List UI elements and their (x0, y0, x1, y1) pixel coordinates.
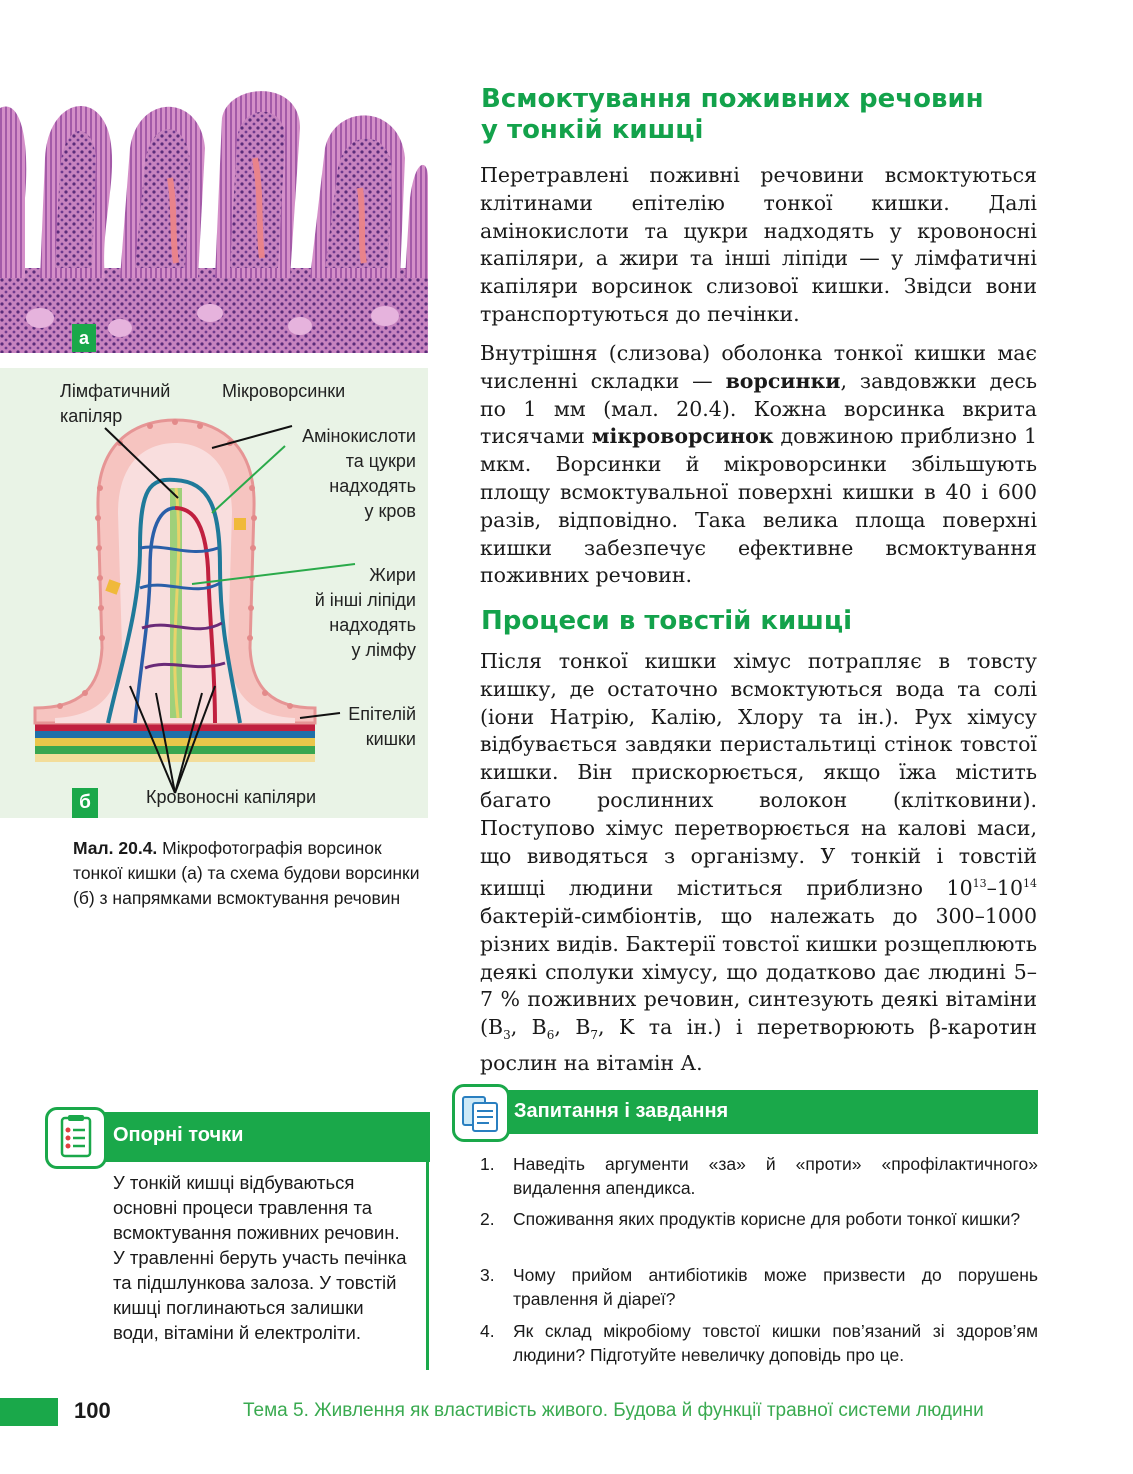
footer-topic: Тема 5. Живлення як властивість живого. Будова й функції травної системи людини (243, 1400, 984, 1421)
checklist-icon (45, 1107, 107, 1169)
question-item (480, 1152, 1040, 1202)
section2-title: Процеси в товстій кишці (481, 606, 853, 636)
question-number: 2. (480, 1209, 495, 1229)
s2-sub-3: 7 (590, 1028, 599, 1043)
question-text: Наведіть аргументи «за» й «проти» «профілактичного» видалення апендикса. (513, 1154, 1038, 1198)
s2-text-f: , K та ін.) і перетворюють β-каротин рослин на вітамін А. (480, 1015, 1037, 1076)
micrograph-image (0, 78, 428, 353)
label-amino-4: у кров (364, 501, 416, 521)
label-fats-3: надходять (329, 615, 416, 635)
diagram-label-b: б (72, 788, 98, 818)
label-epithelium-1: Епітелій (348, 704, 416, 724)
label-lymph-capillary-1: Лімфатичний (60, 381, 171, 401)
caption-text: Мікрофотографія ворсинок тонкої кишки (а) та схема будови ворсинки (б) з напрямками всмоктування речовин (73, 838, 420, 908)
question-text: Споживання яких продуктів корисне для роботи тонкої кишки? (513, 1209, 1021, 1229)
question-item (480, 1263, 1040, 1313)
s2-text-e: , B (554, 1015, 591, 1040)
question-text: Чому прийом антибіотиків може призвести до порушень травлення й діареї? (513, 1265, 1038, 1309)
support-side-rule (426, 1162, 429, 1370)
s2-text-a: Після тонкої кишки хімус потрапляє в товсту кишку, де остаточно всмоктуються вода та солі (іони Натрію, Калію, Хлору та ін.). Рух хімусу відбувається завдяки перистальтиці стінок товстої кишки. Він прискорюється, якщо їжа містить багато рослинних волокон (клітковини). Поступово хімус перетворюється на калові маси, що виводяться з організму. У тонкій і товстій кишці людини міститься приблизно 10 (480, 649, 1037, 901)
question-number: 1. (480, 1154, 495, 1174)
label-fats-2: й інші ліпіди (314, 590, 416, 610)
documents-icon (452, 1084, 510, 1142)
page-number: 100 (74, 1398, 111, 1423)
s2-sub-2: 6 (546, 1028, 555, 1043)
label-fats-4: у лімфу (351, 640, 416, 660)
caption-number: Мал. 20.4. (73, 838, 158, 858)
support-title: Опорні точки (113, 1124, 244, 1146)
question-item (480, 1319, 1040, 1369)
s2-sup-2: 14 (1023, 877, 1037, 891)
p2-text-c: , завдовжки десь по 1 мм (мал. 20.4). Кожна ворсинка вкрита тисячами (480, 368, 1038, 449)
footer-green-tab (0, 1398, 58, 1426)
s2-sup-1: 13 (972, 877, 987, 891)
p2-term-villi: ворсинки (725, 368, 841, 393)
section2-paragraph (480, 648, 1037, 1078)
label-amino-3: надходять (329, 476, 416, 496)
support-text: У тонкій кишці відбуваються основні процеси травлення та всмоктування поживних речовин. У травленні беруть участь печінка та підшлункова залоза. У товстій кишці поглинаються залишки води, вітаміни й електроліти. (113, 1172, 407, 1343)
label-lymph-capillary-2: капіляр (60, 406, 123, 426)
question-text: Як склад мікробіому товстої кишки пов’язаний зі здоров’ям людини? Підготуйте невеличку доповідь про це. (513, 1321, 1038, 1365)
villus-diagram (0, 368, 428, 818)
question-number: 4. (480, 1321, 495, 1341)
s2-text-b: –10 (986, 876, 1023, 901)
label-blood-capillaries: Кровоносні капіляри (146, 787, 317, 807)
s2-sub-1: 3 (503, 1028, 511, 1043)
section1-paragraph1: Перетравлені поживні речовини всмоктуються клітинами епітелію тонкої кишки. Далі амінокислоти та цукри надходять у кровоносні капіляри, а жири та інші ліпіди — у лімфатичні капіляри ворсинок слизової кишки. Звідси вони транспортуються до печінки. (480, 163, 1037, 326)
label-amino-1: Амінокислоти (302, 426, 416, 446)
p2-text-a: Внутрішня (слизова) оболонка тонкої кишки має численні складки — (480, 341, 1037, 393)
label-amino-2: та цукри (345, 451, 416, 471)
section1-title-line1: Всмоктування поживних речовин (481, 84, 984, 114)
label-fats-1: Жири (369, 565, 416, 585)
p2-text-d: довжиною приблизно 1 мкм. Ворсинки й мікроворсинки збільшують площу всмоктувальної поверхні кишки в 40 і 600 разів, відповідно. Така велика площа поверхні кишки забезпечує ефективне всмоктування поживних речовин. (480, 424, 1037, 588)
label-epithelium-2: кишки (365, 729, 416, 749)
p2-term-microvilli: мікроворсинок (591, 424, 774, 449)
questions-title: Запитання і завдання (514, 1100, 729, 1122)
section1-paragraph2 (480, 340, 1037, 590)
s2-text-c: бактерій-симбіонтів, що належать до 300–1000 різних видів. Бактерії товстої кишки розщеплюють деякі сполуки хімусу, що додатково дає людині 5–7 % поживних речовин, синтезують деякі вітаміни (B (480, 904, 1037, 1040)
question-item (480, 1207, 1040, 1257)
s2-text-d: , B (510, 1015, 547, 1040)
figure-caption (73, 836, 423, 911)
section1-title-line2: у тонкій кишці (481, 115, 704, 145)
question-number: 3. (480, 1265, 495, 1285)
label-microvilli: Мікроворсинки (222, 381, 346, 401)
photo-label-a: а (72, 324, 96, 352)
